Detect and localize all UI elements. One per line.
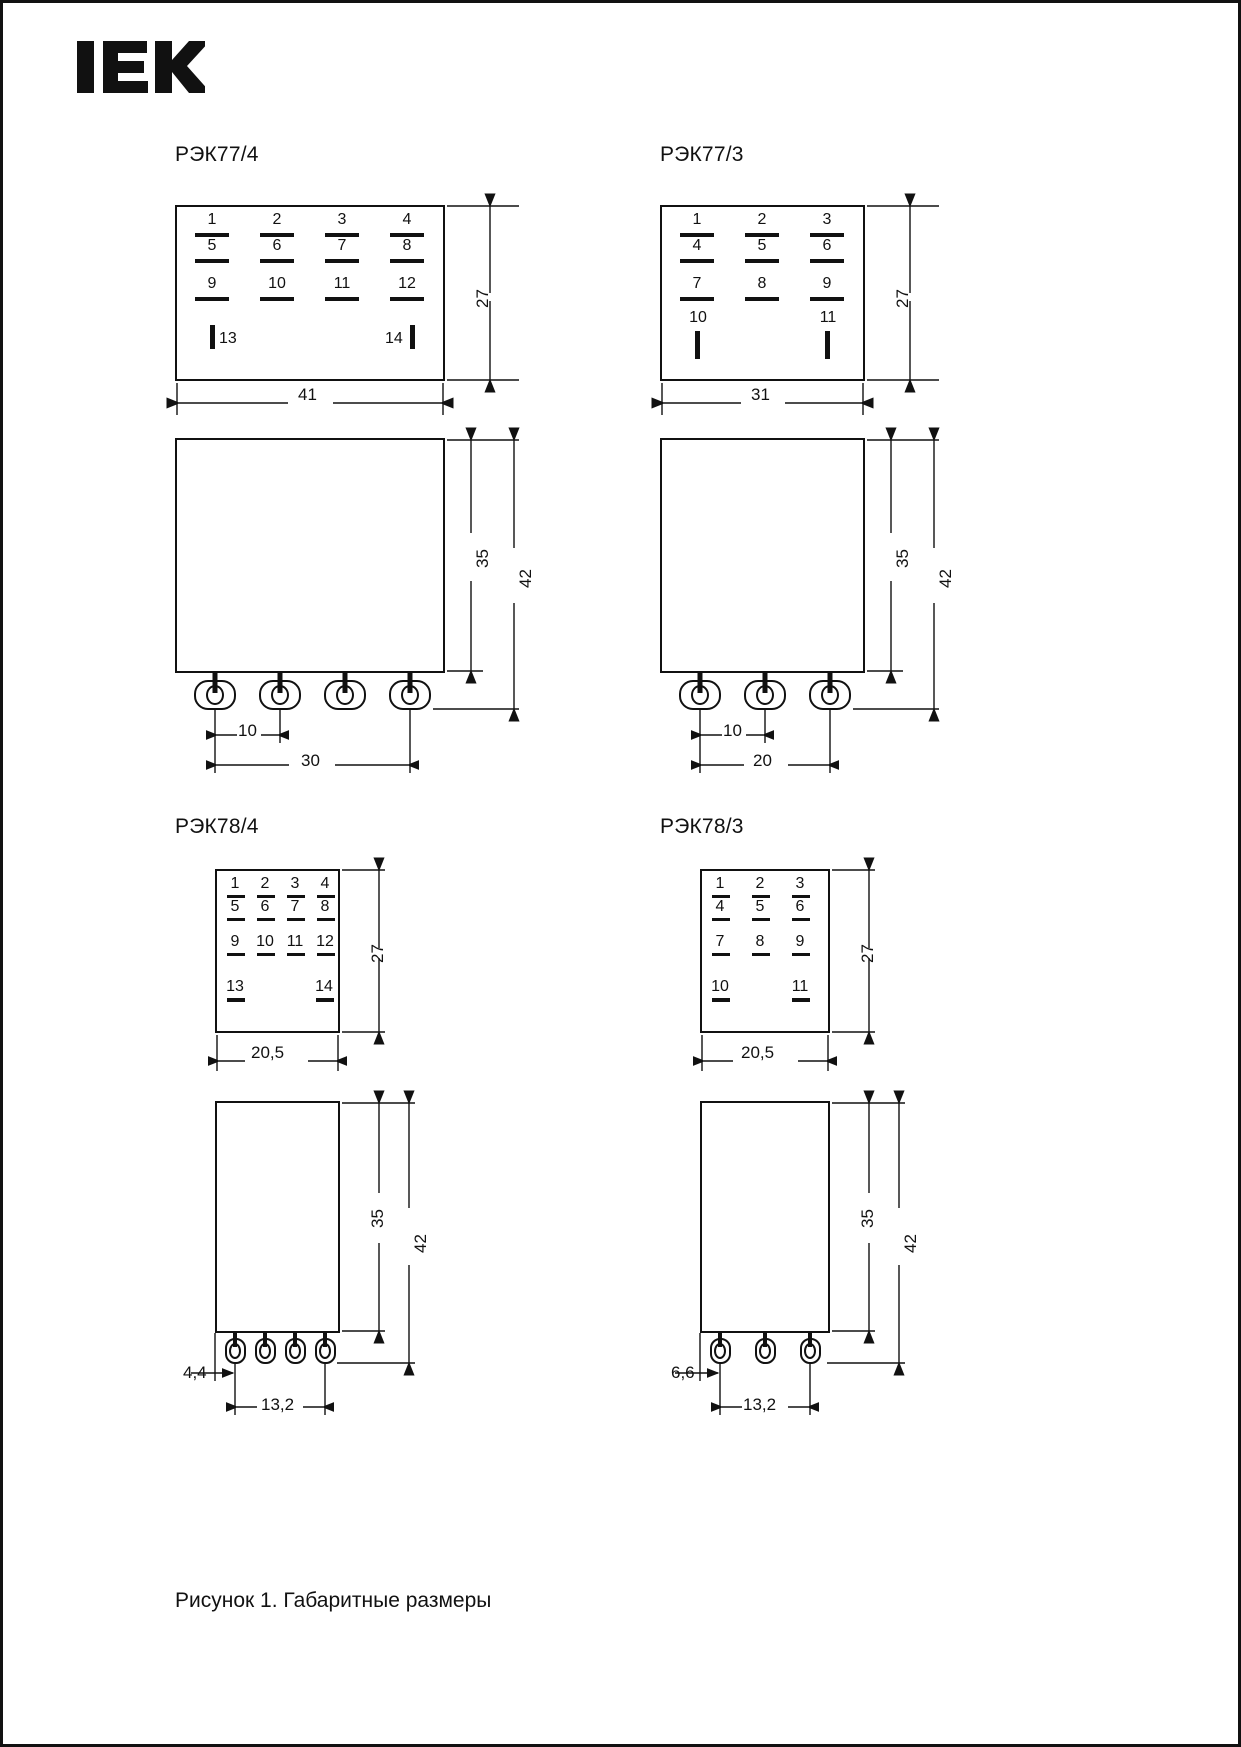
pin-label: 3	[795, 875, 805, 892]
rek78-3-front-body	[700, 1101, 830, 1333]
pin-contact-bar	[752, 918, 770, 921]
pin-label: 2	[757, 211, 767, 228]
pin-label: 14	[315, 978, 333, 995]
pin-label: 14	[385, 330, 403, 347]
pin-contact-bar	[752, 953, 770, 956]
dimension-total-height-42: 42	[901, 1234, 920, 1253]
pin-contact-bar	[792, 998, 810, 1002]
dimension-width-41: 41	[298, 385, 317, 404]
pin-contact-bar	[195, 259, 229, 263]
dimension-height-27: 27	[473, 289, 492, 308]
rek78-4-top-body	[215, 869, 340, 1033]
pin-label: 10	[689, 309, 707, 326]
pin-label: 5	[755, 898, 765, 915]
pin-label: 8	[755, 933, 765, 950]
dimension-pin-span-20: 20	[753, 751, 772, 770]
pin-label: 2	[272, 211, 282, 228]
dimension-pin-span-13-2: 13,2	[743, 1395, 777, 1414]
pin-label: 4	[715, 898, 725, 915]
dimension-pin-span-30: 30	[301, 751, 320, 770]
pin-contact-bar	[317, 918, 335, 921]
dimension-total-height-42: 42	[411, 1234, 430, 1253]
pin-label: 1	[230, 875, 240, 892]
pin-contact-bar	[680, 297, 714, 301]
figure-caption: Рисунок 1. Габаритные размеры	[175, 1589, 492, 1612]
rek78-4-front-body	[215, 1101, 340, 1333]
pin-label: 3	[290, 875, 300, 892]
pin-label: 9	[822, 275, 832, 292]
pin-vertical-bar	[410, 325, 415, 349]
pin-label: 8	[757, 275, 767, 292]
pin-contact-bar	[745, 297, 779, 301]
pin-contact-bar	[257, 918, 275, 921]
pin-contact-bar	[810, 259, 844, 263]
rek78-3-top-body	[700, 869, 830, 1033]
pin-label: 13	[226, 978, 244, 995]
pin-contact-bar	[287, 953, 305, 956]
pin-contact-bar	[325, 297, 359, 301]
pin-contact-bar	[390, 297, 424, 301]
pin-label: 7	[715, 933, 725, 950]
dimension-height-27: 27	[893, 289, 912, 308]
pin-label: 3	[822, 211, 832, 228]
pin-contact-bar	[680, 259, 714, 263]
pin-label: 6	[795, 898, 805, 915]
pin-contact-bar	[195, 297, 229, 301]
pin-label: 4	[320, 875, 330, 892]
dimension-edge-offset-6-6: 6,6	[671, 1363, 695, 1382]
pin-contact-bar	[260, 297, 294, 301]
pin-label: 5	[207, 237, 217, 254]
dimension-height-27: 27	[368, 944, 387, 963]
iek-logo	[75, 35, 205, 107]
dimension-pin-pitch-10: 10	[723, 721, 742, 740]
rek77-4-front-body	[175, 438, 445, 673]
rek77-3-top-body	[660, 205, 865, 381]
pin-label: 9	[795, 933, 805, 950]
pin-label: 13	[219, 330, 237, 347]
figure-title-rek77-4: РЭК77/4	[175, 143, 259, 166]
pin-contact-bar	[316, 998, 334, 1002]
pin-contact-bar	[792, 953, 810, 956]
pin-label: 5	[757, 237, 767, 254]
pin-label: 12	[316, 933, 334, 950]
dimension-width-20-5: 20,5	[251, 1043, 285, 1062]
figure-title-rek77-3: РЭК77/3	[660, 143, 744, 166]
pin-label: 11	[791, 978, 809, 995]
pin-label: 10	[268, 275, 286, 292]
pin-label: 2	[755, 875, 765, 892]
pin-contact-bar	[317, 953, 335, 956]
pin-label: 6	[260, 898, 270, 915]
pin-contact-bar	[810, 297, 844, 301]
dimension-width-31: 31	[751, 385, 770, 404]
dimension-pin-span-13-2: 13,2	[261, 1395, 295, 1414]
pin-label: 7	[692, 275, 702, 292]
pin-label: 9	[230, 933, 240, 950]
rek77-3-front-body	[660, 438, 865, 673]
pin-label: 1	[715, 875, 725, 892]
pin-label: 10	[711, 978, 729, 995]
pin-label: 4	[402, 211, 412, 228]
pin-label: 7	[290, 898, 300, 915]
pin-label: 11	[819, 309, 837, 326]
pin-vertical-bar	[210, 325, 215, 349]
pin-contact-bar	[257, 953, 275, 956]
pin-label: 3	[337, 211, 347, 228]
pin-label: 12	[398, 275, 416, 292]
pin-label: 4	[692, 237, 702, 254]
dimension-edge-offset-4-4: 4,4	[183, 1363, 207, 1382]
pin-label: 5	[230, 898, 240, 915]
dimension-body-height-35: 35	[368, 1209, 387, 1228]
pin-label: 8	[320, 898, 330, 915]
pin-contact-bar	[792, 918, 810, 921]
pin-label: 7	[337, 237, 347, 254]
rek77-4-top-body	[175, 205, 445, 381]
pin-contact-bar	[260, 259, 294, 263]
dimension-body-height-35: 35	[473, 549, 492, 568]
pin-vertical-bar	[695, 331, 700, 359]
pin-label: 11	[333, 275, 351, 292]
dimension-total-height-42: 42	[936, 569, 955, 588]
dimension-height-27: 27	[858, 944, 877, 963]
pin-contact-bar	[227, 953, 245, 956]
pin-vertical-bar	[825, 331, 830, 359]
pin-contact-bar	[712, 918, 730, 921]
pin-label: 6	[822, 237, 832, 254]
pin-label: 8	[402, 237, 412, 254]
pin-contact-bar	[390, 259, 424, 263]
dimension-body-height-35: 35	[858, 1209, 877, 1228]
dimension-width-20-5: 20,5	[741, 1043, 775, 1062]
pin-label: 6	[272, 237, 282, 254]
pin-label: 9	[207, 275, 217, 292]
pin-contact-bar	[325, 259, 359, 263]
pin-contact-bar	[712, 998, 730, 1002]
pin-contact-bar	[745, 259, 779, 263]
pin-contact-bar	[227, 998, 245, 1002]
pin-contact-bar	[227, 918, 245, 921]
pin-contact-bar	[712, 953, 730, 956]
pin-label: 1	[207, 211, 217, 228]
pin-label: 1	[692, 211, 702, 228]
figure-title-rek78-4: РЭК78/4	[175, 815, 259, 838]
pin-label: 10	[256, 933, 274, 950]
dimension-total-height-42: 42	[516, 569, 535, 588]
figure-title-rek78-3: РЭК78/3	[660, 815, 744, 838]
pin-label: 11	[286, 933, 304, 950]
dimension-body-height-35: 35	[893, 549, 912, 568]
pin-label: 2	[260, 875, 270, 892]
dimension-pin-pitch-10: 10	[238, 721, 257, 740]
pin-contact-bar	[287, 918, 305, 921]
